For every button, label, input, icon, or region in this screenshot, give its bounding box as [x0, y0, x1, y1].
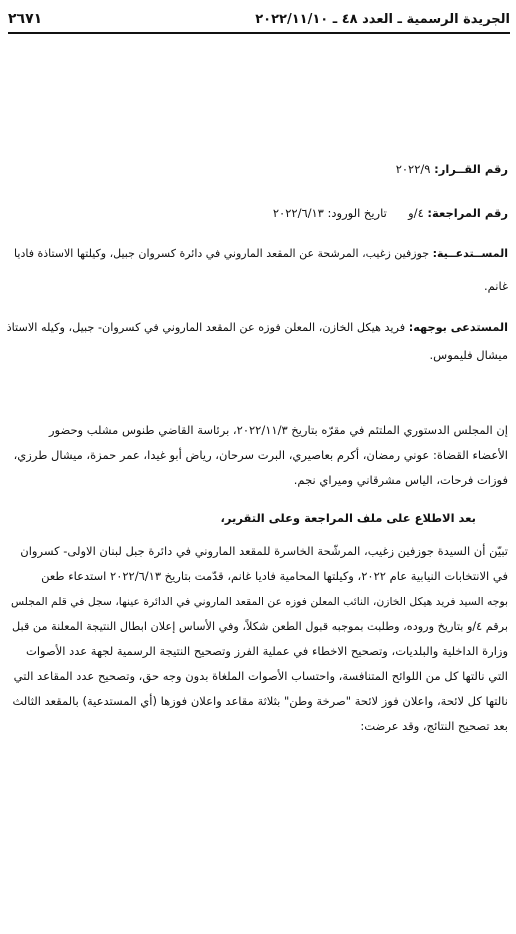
respondent-label: المستدعى بوجهه:	[408, 321, 508, 334]
main-line: وزارة الداخلية والبلديات، وتصحيح الاخطاء في عملية الفرز وتصحيح النتيجة الرسمية لجهة عدد الأصوات	[26, 644, 508, 658]
appellant-text-line-2: غانم.	[483, 279, 508, 293]
main-line: بعد تصحيح النتائج، وقد عرضت:	[360, 719, 508, 733]
after-review-text: بعد الاطلاع على ملف المراجعة وعلى التقرير،	[220, 511, 476, 525]
main-line: برقم ٤/و بتاريخ وروده، وطلبت بموجبه قبول الطعن شكلاً، وفي الأساس إعلان ابطال النتيجة المعلنة من قبل	[12, 620, 508, 633]
appellant-label: المســتدعــية:	[432, 247, 508, 260]
main-paragraph	[8, 539, 508, 739]
after-review-line	[8, 510, 476, 526]
main-line: تبيّن أن السيدة جوزفين زغيب، المرشّحة الخاسرة للمقعد الماروني في دائرة جبل لبنان الاولى- كسروان	[20, 544, 508, 558]
decision-number-value: ٢٠٢٢/٩	[395, 162, 431, 176]
main-line: التي نالتها كل من اللوائح المتنافسة، واحتساب الأصوات الملغاة بدون وجه حق، وتصحيح عدد المقاعد التي	[13, 669, 508, 683]
decision-number-label: رقم القــرار:	[434, 162, 508, 176]
decision-number-row	[8, 161, 508, 177]
page-number: ٢٦٧١	[8, 11, 43, 27]
main-line: في الانتخابات النيابية عام ٢٠٢٢، وكيلتها المحامية فاديا غانم، قدّمت بتاريخ ٢٠٢٢/٦/١٣ استدعاء طعن	[41, 569, 508, 583]
main-line: بوجه السيد فريد هيكل الخازن، النائب المعلن فوزه عن المقعد الماروني في الدائرة عينها، سجل في قلم المجلس	[10, 595, 508, 608]
arrival-date-label: تاريخ الورود:	[327, 206, 387, 220]
respondent-text-line-2: ميشال فليموس.	[429, 348, 508, 362]
appellant-row	[8, 246, 508, 262]
review-number-value: ٤/و	[408, 206, 424, 220]
respondent-row	[8, 320, 508, 336]
respondent-row-continued	[8, 347, 508, 363]
intro-paragraph	[8, 418, 508, 493]
review-number-row	[8, 205, 508, 221]
respondent-text-line-1: فريد هيكل الخازن، المعلن فوزه عن المقعد الماروني في كسروان- جبيل، وكيله الاستاذ	[6, 321, 406, 334]
intro-line: فوزات فرحات، الياس مشرقاني وميراي نجم.	[293, 473, 508, 487]
arrival-date-value: ٢٠٢٢/٦/١٣	[272, 206, 324, 220]
page-header	[8, 6, 510, 34]
intro-line: الأعضاء القضاة: عوني رمضان، أكرم بعاصيري، البرت سرحان، رياض أبو غيدا، عمر حمزة، ميشال طرزي،	[13, 448, 508, 462]
appellant-row-continued	[8, 278, 508, 294]
gazette-title: الجريدة الرسمية ـ العدد ٤٨ ـ ٢٠٢٢/١١/١٠	[255, 11, 510, 27]
intro-line: إن المجلس الدستوري الملتئم في مقرّه بتاريخ ٢٠٢٢/١١/٣، برئاسة القاضي طنوس مشلب وحضور	[48, 423, 508, 437]
appellant-text-line-1: جوزفين زغيب، المرشحة عن المقعد الماروني في دائرة كسروان جبيل، وكيلتها الاستاذة فاديا	[14, 247, 430, 260]
review-number-label: رقم المراجعة:	[427, 206, 508, 220]
main-line: نالتها كل لائحة، واعلان فوز لائحة "صرخة وطن" بثلاثة مقاعد واعلان فوزها (أي المستدعية) بالمقعد الثالث	[12, 694, 508, 708]
